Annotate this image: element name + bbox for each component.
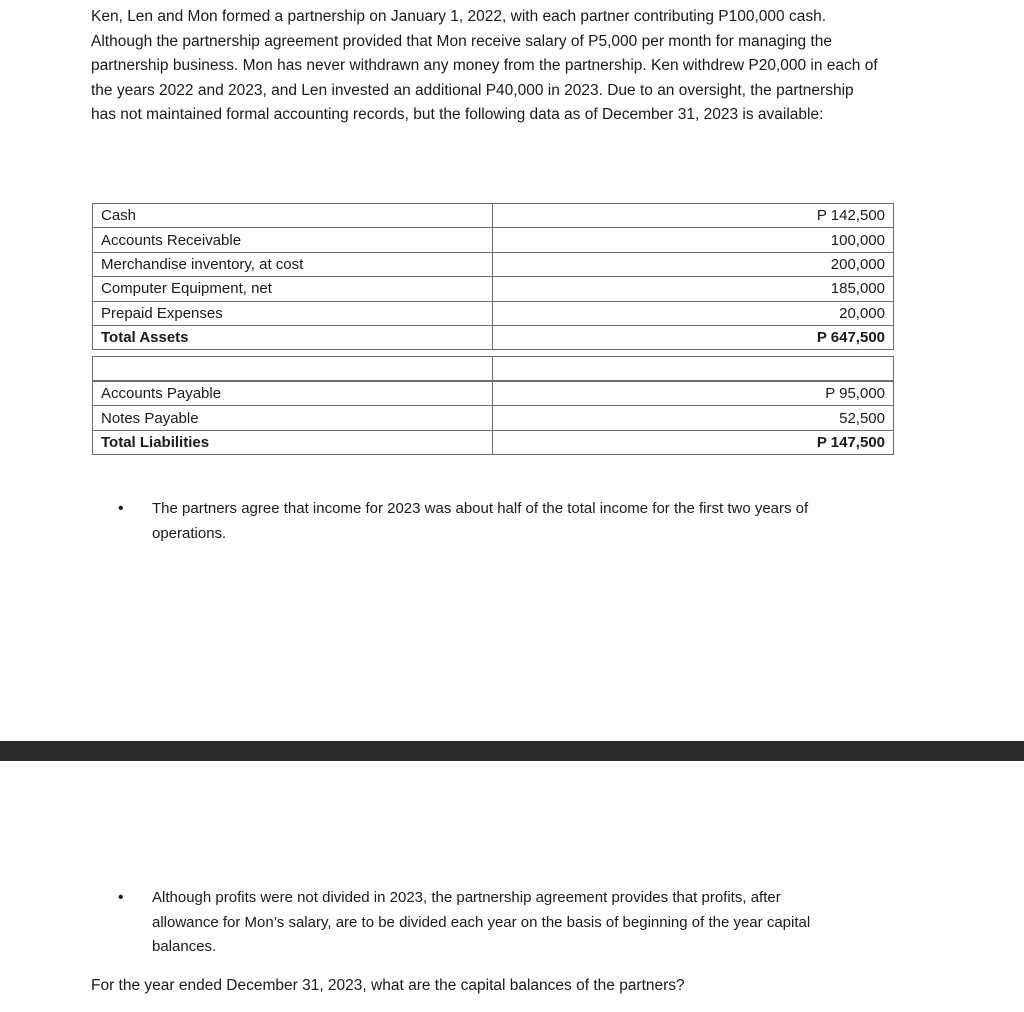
table-row — [93, 382, 894, 406]
total-liabilities-row — [93, 430, 894, 454]
row-amount: 100,000 — [493, 228, 894, 252]
question-text: For the year ended December 31, 2023, what are the capital balances of the partners? — [91, 977, 685, 994]
bullet-item — [118, 886, 848, 960]
bullet-text: Although profits were not divided in 2023, the partnership agreement provides that profits, after allowance for Mon’s salary, are to be divided each year on the basis of beginning of the year capital balances. — [152, 889, 811, 955]
row-label: Prepaid Expenses — [93, 301, 493, 325]
total-assets-label: Total Assets — [93, 325, 493, 349]
table-row — [93, 406, 894, 430]
table-row — [93, 277, 894, 301]
table-row — [93, 228, 894, 252]
row-amount: 20,000 — [493, 301, 894, 325]
row-label: Notes Payable — [93, 406, 493, 430]
table-row — [93, 301, 894, 325]
blank-separator-row — [92, 356, 894, 381]
row-amount: 200,000 — [493, 252, 894, 276]
total-assets-row — [93, 325, 894, 349]
intro-paragraph: Ken, Len and Mon formed a partnership on January 1, 2022, with each partner contributing P100,000 cash. Although the partnership agreement provided that Mon receive salary of P5,000 per month for managing the partnership business. Mon has never withdrawn any money from the partnership. Ken withdrew P20,000 in each of the years 2022 and 2023, and Len invested an additional P40,000 in 2023. Due to an oversight, the partnership has not maintained formal accounting records, but the following data as of December 31, 2023 is available: — [91, 8, 878, 124]
row-amount: 52,500 — [493, 406, 894, 430]
row-label: Computer Equipment, net — [93, 277, 493, 301]
page-divider-band — [0, 741, 1024, 761]
bullet-dot-icon: • — [118, 889, 124, 906]
row-label: Accounts Receivable — [93, 228, 493, 252]
assets-table — [92, 203, 894, 350]
liabilities-table — [92, 381, 894, 455]
empty-cell — [493, 357, 894, 381]
total-liabilities-amount: P 147,500 — [493, 430, 894, 454]
row-amount: 185,000 — [493, 277, 894, 301]
row-label: Merchandise inventory, at cost — [93, 252, 493, 276]
bullet-item — [118, 497, 848, 546]
row-amount: P 95,000 — [493, 382, 894, 406]
table-row — [93, 204, 894, 228]
empty-cell — [93, 357, 493, 381]
table-row — [93, 252, 894, 276]
row-amount: P 142,500 — [493, 204, 894, 228]
total-liabilities-label: Total Liabilities — [93, 430, 493, 454]
total-assets-amount: P 647,500 — [493, 325, 894, 349]
row-label: Cash — [93, 204, 493, 228]
bullet-text: The partners agree that income for 2023 was about half of the total income for the first two years of operations. — [152, 500, 809, 542]
table-row — [93, 357, 894, 381]
row-label: Accounts Payable — [93, 382, 493, 406]
bullet-dot-icon: • — [118, 500, 124, 517]
